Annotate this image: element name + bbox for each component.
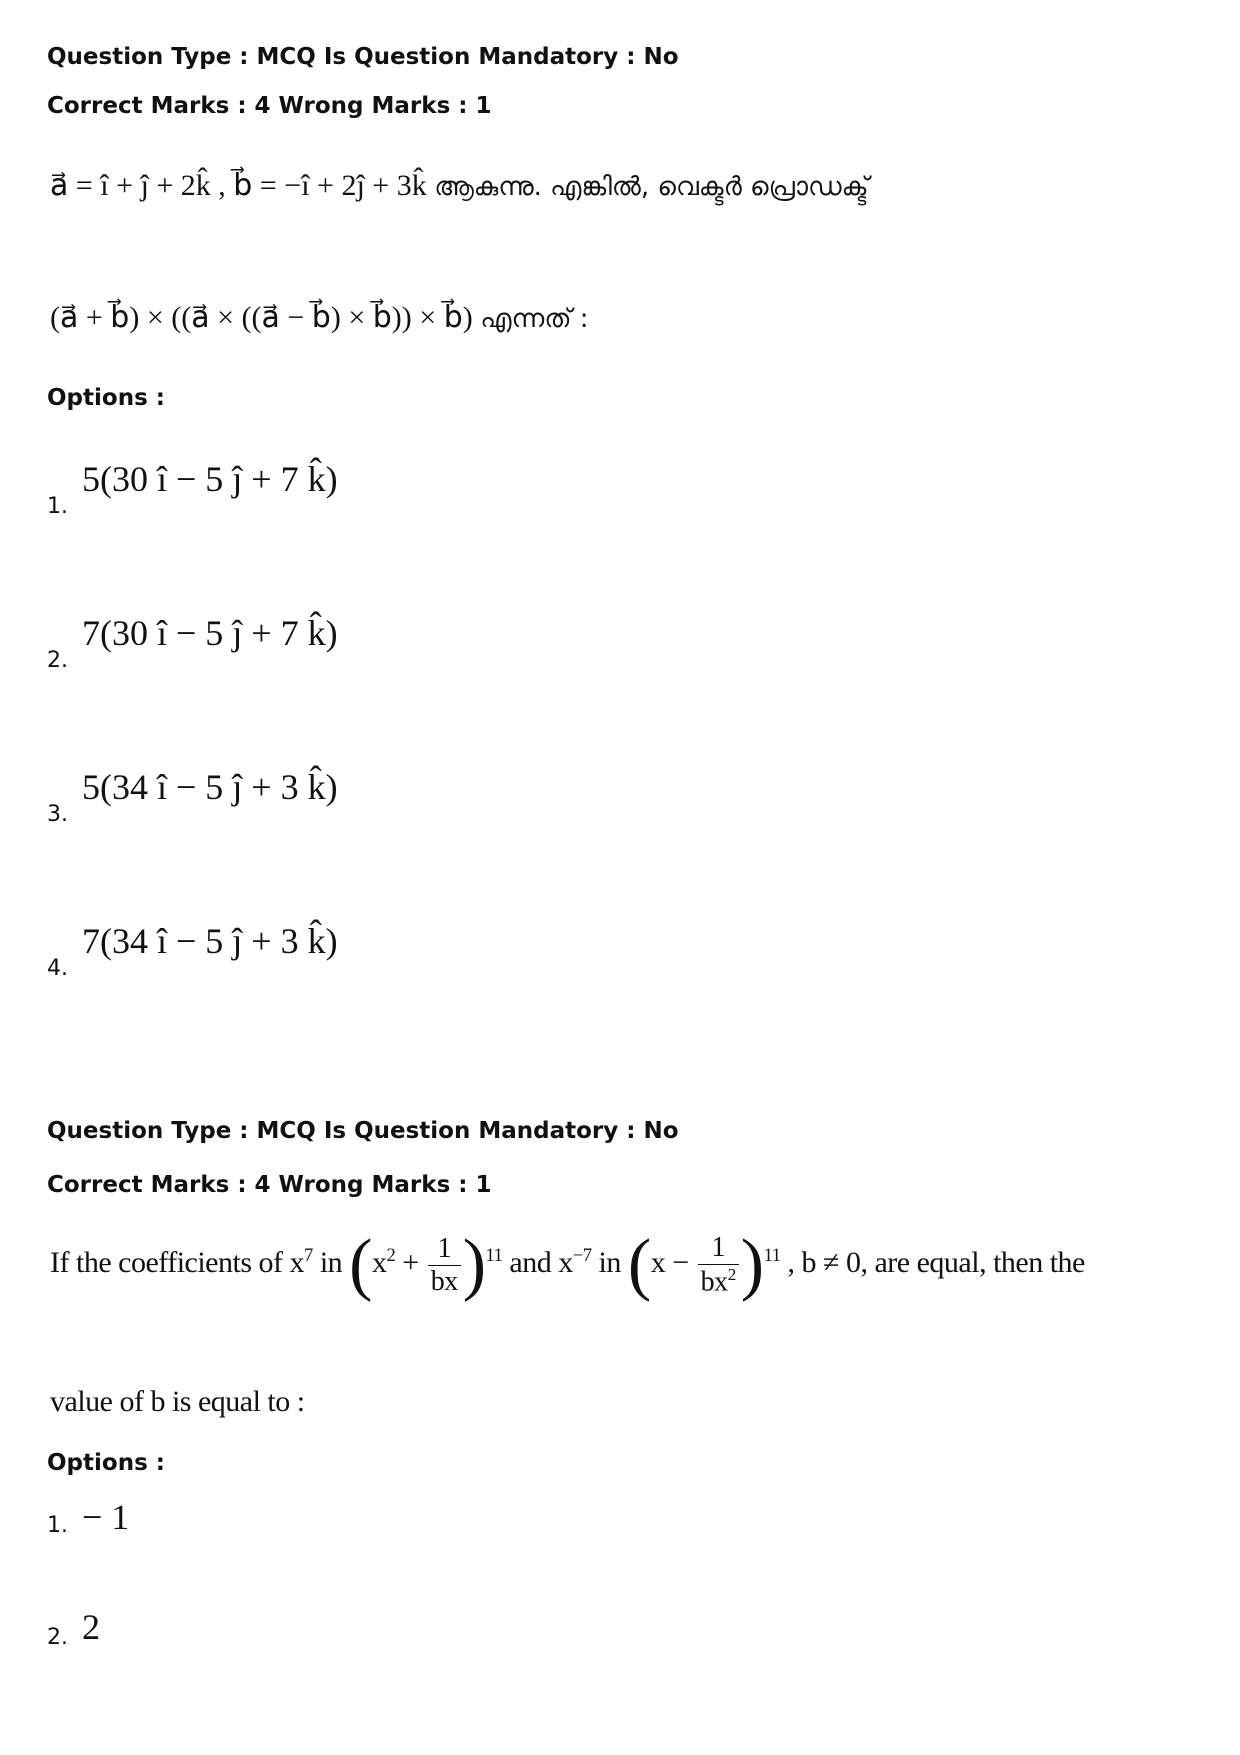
base-term: x − — [650, 1245, 696, 1279]
power: 7 — [304, 1244, 313, 1266]
exponent: 11 — [485, 1244, 503, 1266]
right-paren: ) — [740, 1226, 764, 1303]
option-4[interactable]: 7(34 î − 5 ĵ + 3 k̂) — [82, 921, 338, 961]
option-2[interactable]: 7(30 î − 5 ĵ + 7 k̂) — [82, 613, 338, 653]
option-number: 4. — [47, 956, 68, 981]
option-number: 1. — [47, 1513, 68, 1538]
left-paren: ( — [627, 1226, 651, 1303]
marks-line: Correct Marks : 4 Wrong Marks : 1 — [47, 1172, 492, 1198]
exponent: 11 — [763, 1244, 781, 1266]
stem-malayalam-text: ആകുന്നു. എങ്കിൽ, വെക്ടർ പ്രൊഡക്ട് — [434, 172, 869, 202]
power: 2 — [386, 1244, 396, 1266]
options-label: Options : — [47, 385, 165, 411]
stem-text: in — [312, 1245, 350, 1279]
fraction — [428, 1233, 461, 1298]
option-number: 3. — [47, 802, 68, 827]
option-1[interactable]: 5(30 î − 5 ĵ + 7 k̂) — [82, 459, 338, 499]
question-type-line: Question Type : MCQ Is Question Mandatory : No — [47, 1118, 679, 1144]
stem-malayalam-text: എന്നത് : — [480, 304, 589, 334]
question-stem-line: value of b is equal to : — [50, 1385, 305, 1418]
fraction-numerator: 1 — [428, 1233, 461, 1266]
stem-math: (a⃗ + b⃗) × ((a⃗ × ((a⃗ − b⃗) × b⃗)) × b⃗) — [50, 301, 473, 334]
question-stem-line — [50, 1226, 1085, 1303]
question-type-line: Question Type : MCQ Is Question Mandatory : No — [47, 44, 679, 70]
fraction-denominator — [698, 1265, 739, 1298]
fraction — [698, 1232, 739, 1298]
question-stem-line — [50, 168, 869, 203]
power: −7 — [572, 1244, 592, 1266]
marks-line: Correct Marks : 4 Wrong Marks : 1 — [47, 93, 492, 119]
option-number: 2. — [47, 648, 68, 673]
option-number: 2. — [47, 1625, 68, 1650]
stem-text: If the coefficients of x — [50, 1245, 305, 1279]
stem-math: a⃗ = î + ĵ + 2k̂ , b⃗ = −î + 2ĵ + 3k̂ — [50, 169, 427, 202]
left-paren: ( — [349, 1226, 372, 1303]
options-label: Options : — [47, 1450, 165, 1476]
power: 2 — [727, 1264, 736, 1284]
option-1[interactable]: − 1 — [82, 1497, 130, 1537]
option-number: 1. — [47, 494, 68, 519]
right-paren: ) — [462, 1226, 486, 1303]
question-stem-line — [50, 300, 588, 335]
option-2[interactable]: 2 — [82, 1607, 100, 1647]
fraction-denominator: bx — [430, 1265, 458, 1297]
denominator-base: bx — [700, 1266, 728, 1298]
stem-text: and x — [502, 1245, 573, 1279]
stem-text: , b ≠ 0, are equal, then the — [780, 1245, 1085, 1279]
fraction-numerator: 1 — [698, 1232, 739, 1265]
base-term: x — [371, 1245, 387, 1279]
plus-sign: + — [395, 1245, 426, 1279]
option-3[interactable]: 5(34 î − 5 ĵ + 3 k̂) — [82, 767, 338, 807]
stem-text: in — [591, 1245, 628, 1279]
